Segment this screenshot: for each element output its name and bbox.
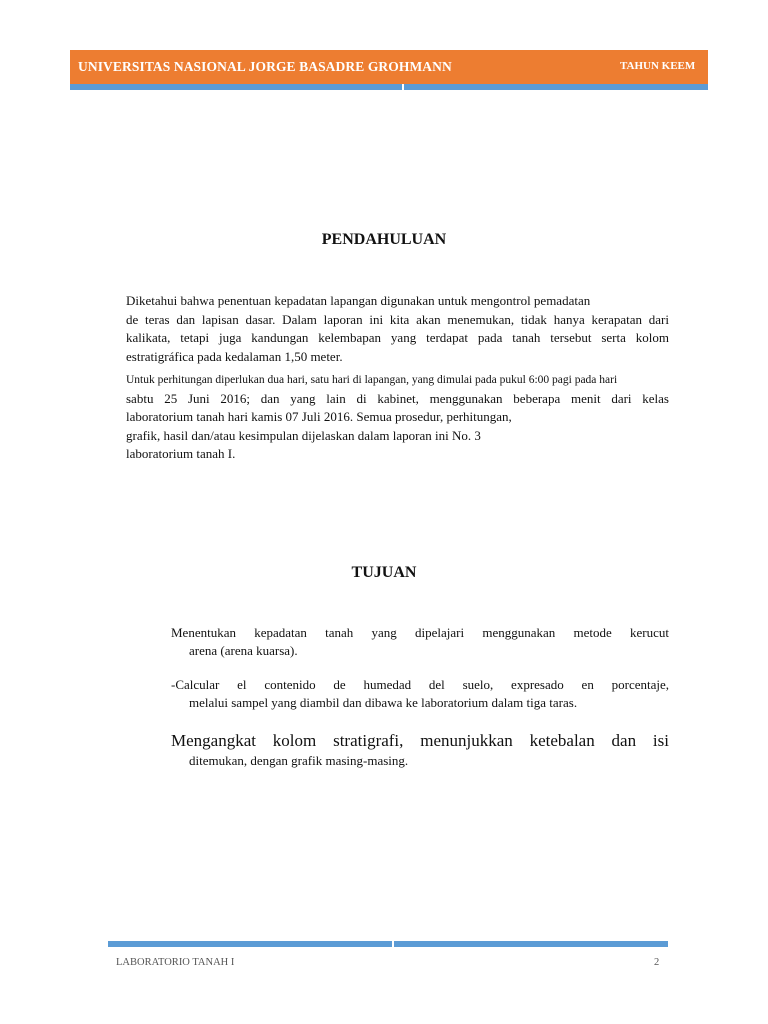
- objective-item: [171, 730, 669, 770]
- objectives-heading: TUJUAN: [351, 564, 417, 581]
- intro-heading: PENDAHULUAN: [321, 231, 447, 248]
- header-year-text: TAHUN KEEM: [620, 60, 696, 72]
- intro-p2-line: sabtu 25 Juni 2016; dan yang lain di kabinet, menggunakan beberapa menit dari kelas: [126, 390, 669, 406]
- objective-text-continued: melalui sampel yang diambil dan dibawa ke laboratorium dalam tiga taras.: [189, 695, 578, 710]
- footer-lab-name: LABORATORIO TANAH I: [116, 957, 235, 968]
- objective-item: [171, 676, 669, 712]
- university-title: UNIVERSITAS NASIONAL JORGE BASADRE GROHMANN: [78, 59, 452, 74]
- intro-paragraph-1: [126, 292, 669, 366]
- objective-text-continued: ditemukan, dengan grafik masing-masing.: [189, 753, 409, 768]
- intro-paragraph-2: [126, 371, 669, 464]
- intro-p2-line: grafik, hasil dan/atau kesimpulan dijelaskan dalam laporan ini No. 3: [126, 427, 481, 443]
- intro-p1-line: kalikata, tetapi juga kandungan kelembapan yang terdapat pada tanah tersebut serta kolom: [126, 330, 669, 345]
- objective-text: Mengangkat kolom stratigrafi, menunjukkan ketebalan dan isi: [171, 731, 669, 750]
- intro-p2-line: Untuk perhitungan diperlukan dua hari, satu hari di lapangan, yang dimulai pada pukul 6:00 pagi pada hari: [126, 374, 618, 386]
- intro-p2-line: laboratorium tanah I.: [126, 446, 236, 461]
- intro-p1-line: de teras dan lapisan dasar. Dalam laporan ini kita akan menemukan, tidak hanya kerapatan dari: [126, 311, 669, 327]
- objective-text: -Calcular el contenido de humedad del suelo, expresado en porcentaje,: [171, 677, 669, 692]
- intro-p2-line: laboratorium tanah hari kamis 07 Juli 2016. Semua prosedur, perhitungan,: [126, 409, 512, 424]
- footer-accent-line: [108, 941, 668, 947]
- intro-p1-line: estratigráfica pada kedalaman 1,50 meter.: [126, 348, 343, 364]
- page-header-bar: [70, 50, 708, 84]
- objective-text: Menentukan kepadatan tanah yang dipelajari menggunakan metode kerucut: [171, 625, 669, 640]
- intro-p1-line: Diketahui bahwa penentuan kepadatan lapangan digunakan untuk mengontrol pemadatan: [126, 293, 591, 308]
- header-accent-line: [70, 84, 708, 90]
- objective-text-continued: arena (arena kuarsa).: [189, 643, 298, 658]
- objective-item: [171, 624, 669, 660]
- page-number: 2: [654, 957, 660, 968]
